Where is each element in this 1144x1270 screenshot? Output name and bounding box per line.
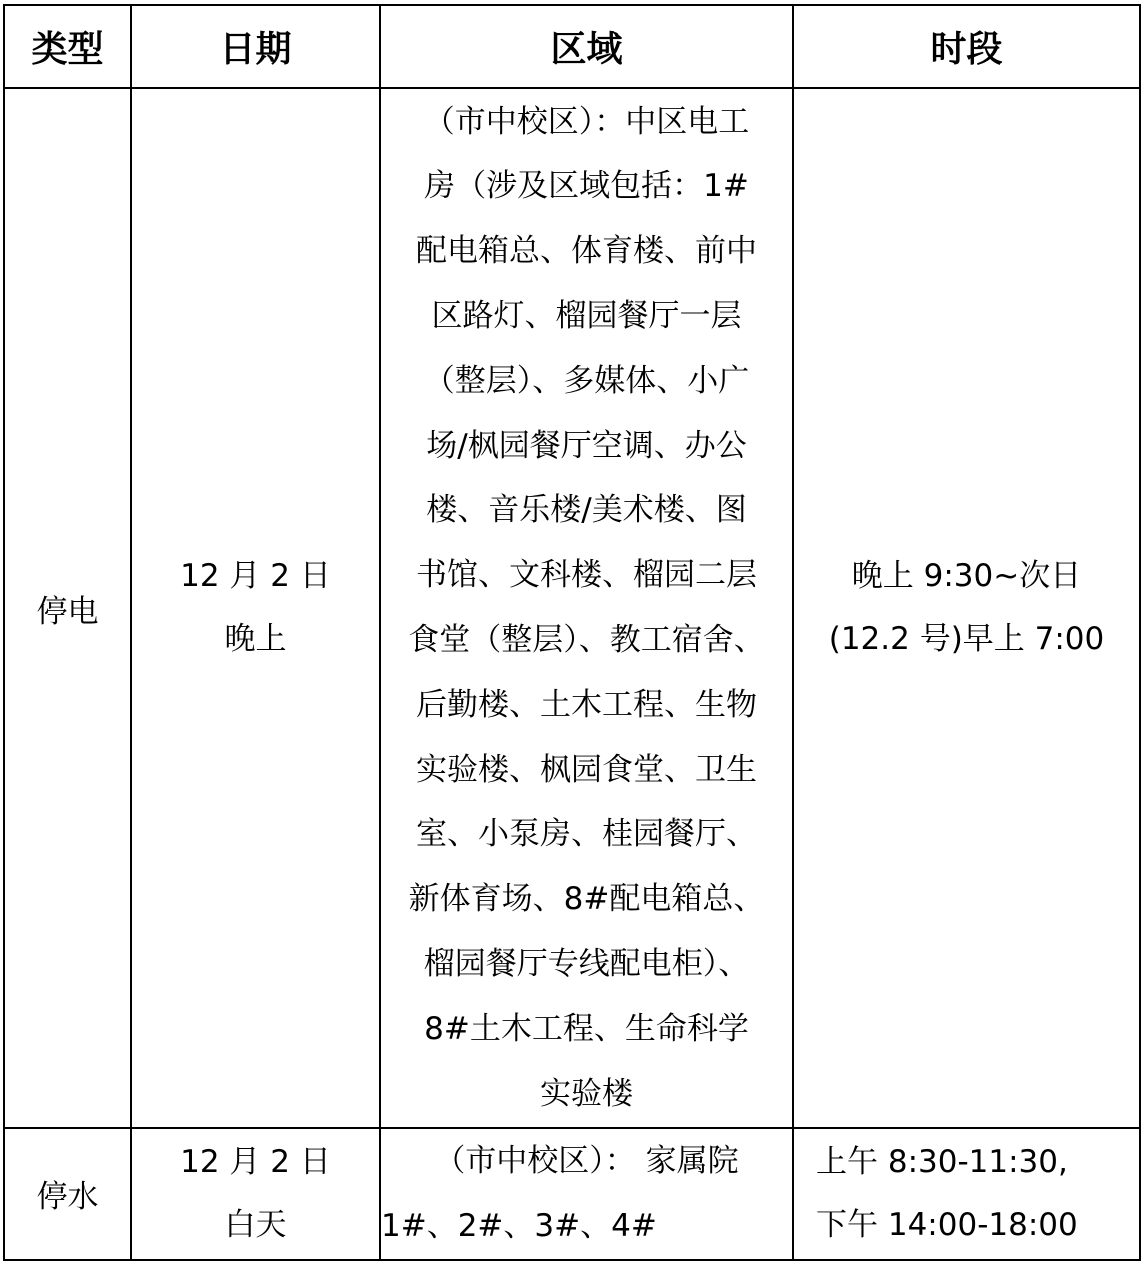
area-line: 新体育场、8#配电箱总、 xyxy=(408,881,765,918)
area-line: 配电箱总、体育楼、前中 xyxy=(416,233,757,270)
table-row xyxy=(4,88,1140,1128)
header-date: 日期 xyxy=(131,5,380,88)
date-line: 白天 xyxy=(224,1206,287,1243)
area-line: 场/枫园餐厅空调、办公 xyxy=(426,427,747,464)
date-line: 12 月 2 日 xyxy=(180,1143,331,1180)
area-line: （市中校区）： 家属院 xyxy=(434,1143,739,1179)
area-line: （整层）、多媒体、小广 xyxy=(423,362,750,399)
header-row xyxy=(4,5,1140,88)
time-cell xyxy=(793,88,1140,1128)
area-line: 室、小泵房、桂园餐厅、 xyxy=(416,816,757,853)
time-line: 上午 8:30-11:30, xyxy=(816,1143,1068,1180)
area-line: 榴园餐厅专线配电柜）、 xyxy=(423,945,750,982)
area-line: 1#、2#、3#、4# xyxy=(381,1207,657,1244)
time-line: (12.2 号)早上 7:00 xyxy=(828,621,1105,657)
date-cell xyxy=(131,88,380,1128)
area-line: 后勤楼、土木工程、生物 xyxy=(416,686,757,723)
area-line: 实验楼 xyxy=(540,1075,633,1112)
area-line: 书馆、文科楼、榴园二层 xyxy=(416,557,757,594)
table-row xyxy=(4,1128,1140,1260)
header-type: 类型 xyxy=(4,5,131,88)
time-cell xyxy=(793,1128,1140,1260)
header-time: 时段 xyxy=(793,5,1140,88)
area-cell xyxy=(380,88,793,1128)
header-area: 区域 xyxy=(380,5,793,88)
date-line: 晚上 xyxy=(224,621,287,657)
area-line: 食堂（整层）、教工宿舍、 xyxy=(408,622,765,658)
time-line: 下午 14:00-18:00 xyxy=(816,1206,1078,1243)
area-line: 实验楼、枫园食堂、卫生 xyxy=(416,751,757,788)
outage-table xyxy=(3,4,1141,1261)
date-cell xyxy=(131,1128,380,1260)
area-line: （市中校区）：中区电工 xyxy=(423,103,750,140)
time-line: 晚上 9:30~次日 xyxy=(851,558,1082,594)
area-cell xyxy=(380,1128,793,1260)
date-line: 12 月 2 日 xyxy=(180,558,331,594)
area-line: 房（涉及区域包括：1# xyxy=(424,168,749,205)
area-line: 8#土木工程、生命科学 xyxy=(424,1010,749,1047)
type-cell: 停电 xyxy=(4,88,131,1128)
area-line: 楼、音乐楼/美术楼、图 xyxy=(426,492,747,529)
type-cell: 停水 xyxy=(4,1128,131,1260)
area-line: 区路灯、榴园餐厅一层 xyxy=(431,298,742,335)
